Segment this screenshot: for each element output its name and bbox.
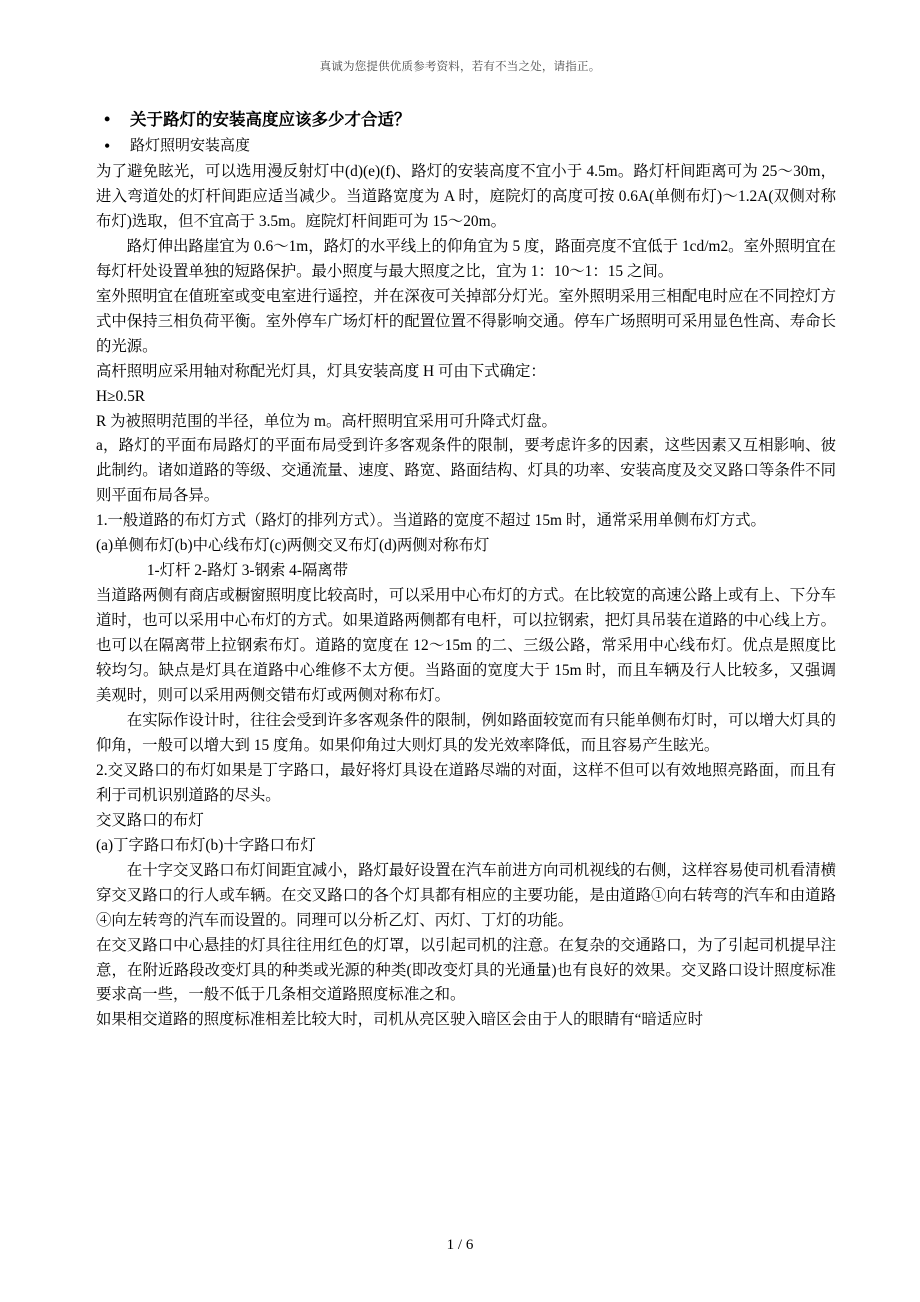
bullet-list [96, 108, 836, 158]
body-text [96, 160, 836, 1033]
page-number: 1 / 6 [446, 1237, 474, 1253]
figure-legend: 1-灯杆 2-路灯 3-钢索 4-隔离带 [146, 562, 349, 580]
paragraph: 路灯伸出路崖宜为 0.6～1m，路灯的水平线上的仰角宜为 5 度，路面亮度不宜低于 1cd/m2。室外照明宜在每灯杆处设置单独的短路保护。最小照度与最大照度之比，宜为 1：10～1：15 之间。 [96, 237, 836, 280]
paragraph: R 为被照明范围的半径，单位为 m。高杆照明宜采用可升降式灯盘。 [96, 412, 557, 430]
paragraph: 在十字交叉路口布灯间距宜减小，路灯最好设置在汽车前进方向司机视线的右侧，这样容易使司机看清横穿交叉路口的行人或车辆。在交叉路口的各个灯具都有相应的主要功能，是由道路①向右转弯的汽车和由道路④向左转弯的汽车而设置的。同理可以分析乙灯、丙灯、丁灯的功能。 [96, 861, 836, 929]
paragraph: (a)单侧布灯(b)中心线布灯(c)两侧交叉布灯(d)两侧对称布灯 [96, 537, 490, 555]
formula-line: H≥0.5R [96, 387, 146, 405]
paragraph: 为了避免眩光，可以选用漫反射灯中(d)(e)(f)、路灯的安装高度不宜小于 4.5m。路灯杆间距离可为 25～30m，进入弯道处的灯杆间距应适当减少。当道路宽度为 A 时，庭院灯的高度可按 0.6A(单侧布灯)～1.2A(双侧对称布灯)选取，但不宜高于 3.5m。庭院灯杆间距可为 15～20m。 [96, 163, 836, 230]
paragraph: 高杆照明应采用轴对称配光灯具，灯具安装高度 H 可由下式确定： [96, 362, 546, 380]
paragraph: 在实际作设计时，往往会受到许多客观条件的限制，例如路面较宽而有只能单侧布灯时，可以增大灯具的仰角，一般可以增大到 15 度角。如果仰角过大则灯具的发光效率降低，而且容易产生眩光。 [96, 711, 836, 754]
paragraph: 1.一般道路的布灯方式（路灯的排列方式）。当道路的宽度不超过 15m 时，通常采用单侧布灯方式。 [96, 512, 766, 530]
paragraph: 2.交叉路口的布灯如果是丁字路口，最好将灯具设在道路尽端的对面，这样不但可以有效地照亮路面，而且有利于司机识别道路的尽头。 [96, 761, 836, 804]
paragraph: 当道路两侧有商店或橱窗照明度比较高时，可以采用中心布灯的方式。在比较宽的高速公路上或有上、下分车道时，也可以采用中心布灯的方式。如果道路两侧都有电杆，可以拉钢索，把灯具吊装在道路的中心线上方。也可以在隔离带上拉钢索布灯。道路的宽度在 12～15m 的二、三级公路，常采用中心线布灯。优点是照度比较均匀。缺点是灯具在道路中心维修不太方便。当路面的宽度大于 15m 时，而且车辆及行人比较多，又强调美观时，则可以采用两侧交错布灯或两侧对称布灯。 [96, 587, 836, 705]
paragraph: 交叉路口的布灯 [96, 811, 204, 829]
paragraph: 室外照明宜在值班室或变电室进行遥控，并在深夜可关掉部分灯光。室外照明采用三相配电时应在不同控灯方式中保持三相负荷平衡。室外停车广场灯杆的配置位置不得影响交通。停车广场照明可采用显色性高、寿命长的光源。 [96, 287, 836, 355]
paragraph: (a)丁字路口布灯(b)十字路口布灯 [96, 836, 316, 854]
page-title: • 关于路灯的安装高度应该多少才合适？ [96, 108, 836, 133]
section-subtitle: • 路灯照明安装高度 [96, 135, 836, 158]
paragraph: a，路灯的平面布局路灯的平面布局受到许多客观条件的限制，要考虑许多的因素，这些因素又互相影响、彼此制约。诸如道路的等级、交通流量、速度、路宽、路面结构、灯具的功率、安装高度及交叉路口等条件不同则平面布局各异。 [96, 437, 836, 505]
header-note: 真诚为您提供优质参考资料，若有不当之处，请指正。 [319, 61, 601, 73]
paragraph: 如果相交道路的照度标准相差比较大时，司机从亮区驶入暗区会由于人的眼睛有“暗适应时 [96, 1011, 704, 1029]
document-content [96, 108, 836, 1033]
paragraph: 在交叉路口中心悬挂的灯具往往用红色的灯罩，以引起司机的注意。在复杂的交通路口，为了引起司机提早注意，在附近路段改变灯具的种类或光源的种类(即改变灯具的光通量)也有良好的效果。交叉路口设计照度标准要求高一些，一般不低于几条相交道路照度标准之和。 [96, 936, 836, 1004]
